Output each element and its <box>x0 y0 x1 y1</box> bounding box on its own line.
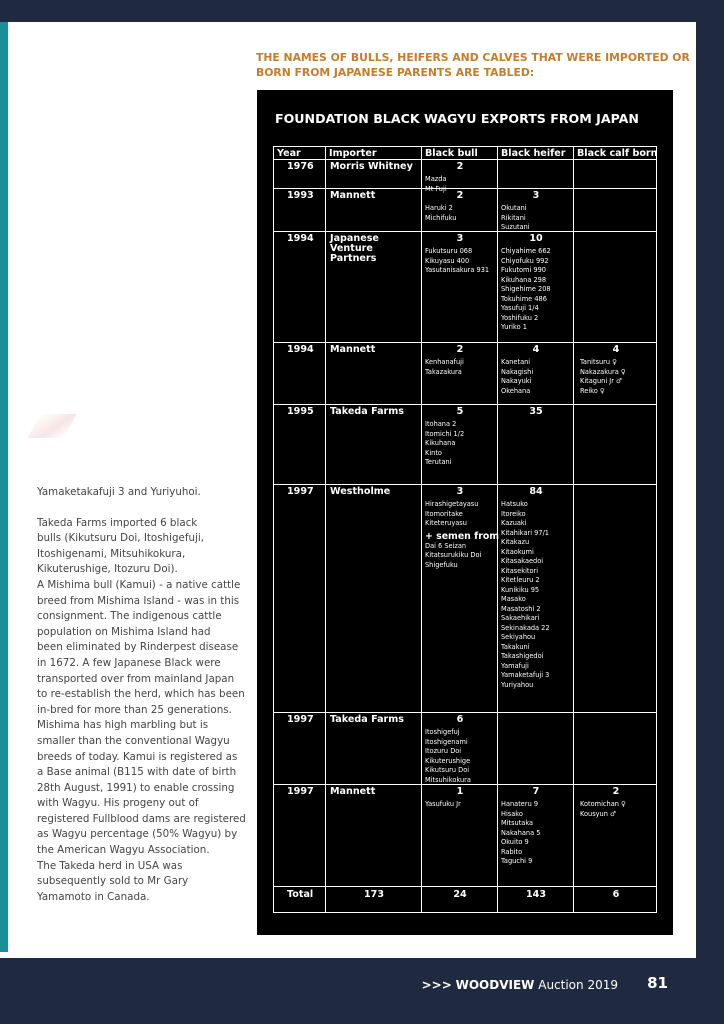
body-line: a Base animal (B115 with date of birth <box>37 766 237 779</box>
column-header: Importer <box>329 148 377 159</box>
bull-name: Mitsuhikokura <box>425 775 471 784</box>
bull-name: Kenhanafuji <box>425 358 464 366</box>
heifer-name: Kazuaki <box>501 519 527 527</box>
body-line: population on Mishima Island had <box>37 625 211 638</box>
heifer-name: Itoreiko <box>501 509 526 518</box>
cell-bull-names <box>425 204 456 223</box>
heifer-name: Yoshifuku 2 <box>501 313 539 322</box>
heifer-name: Takashigedoi <box>501 652 544 660</box>
heifer-name: Yamafuji <box>501 661 529 670</box>
heifer-name: Tokuhime 486 <box>501 294 547 303</box>
heifer-name: Takakuni <box>501 642 530 651</box>
cell-year: 1997 <box>287 714 314 725</box>
importer-line: Mannett <box>330 344 376 355</box>
cell-year: 1976 <box>287 161 314 172</box>
heifer-name: Mitsutaka <box>501 819 534 827</box>
heifer-name: Kikuhana 298 <box>501 275 547 284</box>
cell-heifer-names <box>501 204 530 233</box>
cell-importer <box>330 345 375 355</box>
row-divider <box>274 404 656 405</box>
total-importer: 173 <box>363 889 385 900</box>
cell-bull-count: 2 <box>456 344 464 355</box>
logo-line-2: INTERNATIONAL <box>270 942 299 946</box>
cell-year: 1997 <box>287 786 314 797</box>
bull-name: Kikuhana <box>425 439 456 447</box>
row-divider <box>274 342 656 343</box>
body-line: The Takeda herd in USA was <box>37 859 183 872</box>
heifer-name: Kunikiku 95 <box>501 585 540 594</box>
cell-year: 1994 <box>287 344 314 355</box>
semen-bull-name: Shigefuku <box>425 560 458 569</box>
body-line: been eliminated by Rinderpest disease <box>37 641 239 654</box>
cell-bull-count: 3 <box>456 486 464 497</box>
heifer-name: Sakaehikari <box>501 614 540 622</box>
heifer-name: Hisako <box>501 809 523 818</box>
cell-heifer-count: 10 <box>529 233 543 244</box>
top-frame <box>0 0 724 22</box>
row-divider <box>274 712 656 713</box>
cell-bull-names <box>425 728 471 785</box>
cell-heifer-names <box>501 247 551 333</box>
heifer-name: Nakahana 5 <box>501 828 541 837</box>
importer-line: Venture <box>330 243 373 254</box>
heifer-name: Kitasekitori <box>501 566 539 575</box>
cell-importer <box>330 234 379 264</box>
row-divider <box>274 188 656 189</box>
cell-heifer-names <box>501 358 533 396</box>
cell-heifer-count: 35 <box>529 406 543 417</box>
body-line: in-bred for more than 25 generations. <box>37 703 232 716</box>
bull-name: Hirashigetayasu <box>425 500 479 508</box>
heifer-name: Yamaketafuji 3 <box>501 671 550 679</box>
body-line: with Wagyu. His progeny out of <box>37 797 199 810</box>
body-line: Takeda Farms imported 6 black <box>37 516 198 529</box>
table-title: FOUNDATION BLACK WAGYU EXPORTS FROM JAPAN <box>275 111 639 126</box>
bull-name: Itohana 2 <box>425 420 457 428</box>
body-paragraph <box>37 516 249 906</box>
footer-bar <box>0 958 724 1024</box>
cell-heifer-count: 7 <box>532 786 540 797</box>
cell-bull-names <box>425 420 464 468</box>
heifer-name: Chiyofuku 992 <box>501 256 549 265</box>
heifer-name: Sekiyahou <box>501 633 536 641</box>
heifer-name: Shigehime 208 <box>501 285 551 293</box>
heifer-name: Kanetani <box>501 358 531 366</box>
teal-accent-stripe <box>0 22 8 952</box>
heifer-name: Chiyahime 662 <box>501 247 551 255</box>
heifer-name: Rabito <box>501 847 523 856</box>
body-line: to re-establish the herd, which has been <box>37 688 245 701</box>
cell-bull-names <box>425 247 489 276</box>
body-line: A Mishima bull (Kamui) - a native cattle <box>37 578 241 591</box>
column-header: Year <box>277 148 301 159</box>
cell-importer <box>330 715 404 725</box>
heifer-name: Sekinakada 22 <box>501 623 550 632</box>
cell-importer <box>330 787 375 797</box>
bull-name: Kinto <box>425 448 442 457</box>
bull-name: Itozuru Doi <box>425 747 462 755</box>
footer-brand: WOODVIEW <box>455 978 535 992</box>
heifer-name: Suzutani <box>501 223 530 231</box>
cell-year: 1993 <box>287 190 314 201</box>
calf-name: Nakazakura ♀ <box>580 367 626 376</box>
watermark-mark <box>28 414 77 438</box>
cell-importer <box>330 407 404 417</box>
logo-icon <box>261 939 268 945</box>
semen-bull-name: Kitatsurukiku Doi <box>425 551 482 559</box>
body-line: Itoshigenami, Mitsuhikokura, <box>37 547 186 560</box>
heifer-name: Kitahikari 97/1 <box>501 528 549 537</box>
heifer-name: Yuriko 1 <box>501 323 527 331</box>
bull-name: Mazda <box>425 175 447 183</box>
row-divider <box>274 886 656 887</box>
logo-line-1: WAGYU <box>270 938 284 942</box>
cell-bull-count: 2 <box>456 190 464 201</box>
bull-name: Kikuyasu 400 <box>425 256 470 265</box>
importer-line: Takeda Farms <box>330 714 404 725</box>
cell-importer <box>330 487 390 497</box>
body-line: breed from Mishima Island - was in this <box>37 594 240 607</box>
body-line: the American Wagyu Association. <box>37 844 210 857</box>
bull-name: Itoshigenami <box>425 737 468 746</box>
heifer-name: Masatoshi 2 <box>501 604 541 613</box>
footer-arrows: >>> <box>421 978 452 992</box>
cell-calf-count: 2 <box>612 786 620 797</box>
column-header: Black heifer <box>501 148 566 159</box>
bull-name: Terutani <box>425 458 452 466</box>
column-divider <box>325 147 326 912</box>
cell-calf-names <box>580 358 626 396</box>
heifer-name: Rikitani <box>501 213 526 222</box>
bull-name: Kikuterushige <box>425 756 471 765</box>
row-divider <box>274 159 656 160</box>
exports-table <box>273 146 657 913</box>
calf-name: Kotomichan ♀ <box>580 800 626 808</box>
importer-line: Westholme <box>330 486 391 497</box>
bull-name: Kikutsuru Doi <box>425 766 470 774</box>
heifer-name: Yuriyahou <box>501 680 534 689</box>
column-header: Black bull <box>425 148 478 159</box>
body-line: in 1672. A few Japanese Black were <box>37 656 221 669</box>
cell-bull-count: 2 <box>456 161 464 172</box>
cell-heifer-count: 3 <box>532 190 540 201</box>
wagyu-international-logo <box>261 938 299 946</box>
heading-line-1: THE NAMES OF BULLS, HEIFERS AND CALVES THAT WERE IMPORTED OR <box>256 51 690 64</box>
cell-year: 1995 <box>287 406 314 417</box>
bull-name: Kiteteruyasu <box>425 519 467 527</box>
body-line: Yamamoto in Canada. <box>37 890 150 903</box>
heifer-name: Kitasakaedoi <box>501 557 544 565</box>
importer-line: Mannett <box>330 786 376 797</box>
body-line: consignment. The indigenous cattle <box>37 610 222 623</box>
heifer-name: Taguchi 9 <box>501 857 533 865</box>
semen-label: + semen from <box>425 530 500 542</box>
total-heifer: 143 <box>525 889 547 900</box>
body-line: Kikuterushige, Itozuru Doi). <box>37 563 178 576</box>
heifer-name: Nakagishi <box>501 367 534 376</box>
total-label: Total <box>287 889 314 900</box>
bull-name: Mt Fuji <box>425 184 447 193</box>
bull-name: Yasufuku Jr <box>425 800 461 808</box>
cell-importer <box>330 191 375 201</box>
body-line: registered Fullblood dams are registered <box>37 812 246 825</box>
body-line: breeds of today. Kamui is registered as <box>37 750 238 763</box>
body-text-column <box>37 485 249 905</box>
cell-bull-count: 6 <box>456 714 464 725</box>
calf-name: Reiko ♀ <box>580 386 605 395</box>
heifer-name: Kitetleuru 2 <box>501 576 540 584</box>
cell-bull-names <box>425 500 499 570</box>
body-line: Mishima has high marbling but is <box>37 719 209 732</box>
table-panel <box>257 90 673 946</box>
section-heading <box>256 50 690 80</box>
body-line: transported over from mainland Japan <box>37 672 235 685</box>
heifer-name: Kitaokumi <box>501 547 534 556</box>
calf-name: Kitaguni Jr ♂ <box>580 377 622 385</box>
bull-name: Itomoritake <box>425 509 463 518</box>
body-line: bulls (Kikutsuru Doi, Itoshigefuji, <box>37 532 204 545</box>
heifer-name: Okehana <box>501 386 531 395</box>
importer-line: Morris Whitney <box>330 161 413 172</box>
magazine-page <box>0 22 696 958</box>
calf-name: Tanitsuru ♀ <box>580 358 618 366</box>
importer-line: Mannett <box>330 190 376 201</box>
cell-bull-count: 1 <box>456 786 464 797</box>
heifer-name: Hatsuko <box>501 500 528 508</box>
body-intro: Yamaketakafuji 3 and Yuriyuhoi. <box>37 486 201 498</box>
body-line: as Wagyu percentage (50% Wagyu) by <box>37 828 238 841</box>
cell-year: 1994 <box>287 233 314 244</box>
bull-name: Michifuku <box>425 213 457 222</box>
footer-rest: Auction 2019 <box>538 978 618 992</box>
total-calf: 6 <box>612 889 620 900</box>
heifer-name: Yasufuji 1/4 <box>501 304 539 312</box>
heading-line-2: BORN FROM JAPANESE PARENTS ARE TABLED: <box>256 66 535 79</box>
footer-title <box>422 978 618 992</box>
body-line: subsequently sold to Mr Gary <box>37 875 189 888</box>
page-number: 81 <box>647 974 668 992</box>
body-line: 28th August, 1991) to enable crossing <box>37 781 235 794</box>
cell-bull-names <box>425 358 464 377</box>
importer-line: Partners <box>330 253 377 264</box>
cell-heifer-names <box>501 500 550 690</box>
cell-heifer-count: 4 <box>532 344 540 355</box>
column-header: Black calf born <box>577 148 658 159</box>
heifer-name: Okuito 9 <box>501 838 529 846</box>
cell-calf-names <box>580 800 626 819</box>
column-divider <box>573 147 574 912</box>
heifer-name: Masako <box>501 595 526 603</box>
bull-name: Itomichi 1/2 <box>425 429 465 438</box>
bull-name: Fukutsuru 068 <box>425 247 473 255</box>
body-line: smaller than the conventional Wagyu <box>37 734 230 747</box>
row-divider <box>274 484 656 485</box>
bull-name: Itoshigefuj <box>425 728 460 736</box>
bull-name: Yasutanisakura 931 <box>425 266 490 274</box>
importer-line: Takeda Farms <box>330 406 404 417</box>
cell-bull-names <box>425 800 461 810</box>
cell-heifer-names <box>501 800 540 867</box>
heifer-name: Okutani <box>501 204 527 212</box>
heifer-name: Kitakazu <box>501 538 530 546</box>
total-bull: 24 <box>453 889 467 900</box>
heifer-name: Hanateru 9 <box>501 800 539 808</box>
semen-bull-name: Dai 6 Seizan <box>425 541 467 550</box>
heifer-name: Fukutomi 990 <box>501 266 546 274</box>
cell-bull-count: 5 <box>456 406 464 417</box>
cell-heifer-count: 84 <box>529 486 543 497</box>
cell-year: 1997 <box>287 486 314 497</box>
importer-line: Japanese <box>330 233 379 244</box>
cell-calf-count: 4 <box>612 344 620 355</box>
bull-name: Takazakura <box>425 367 462 376</box>
cell-importer <box>330 162 413 172</box>
heifer-name: Nakayuki <box>501 377 532 385</box>
row-divider <box>274 231 656 232</box>
cell-bull-count: 3 <box>456 233 464 244</box>
bull-name: Haruki 2 <box>425 204 453 212</box>
calf-name: Kousyun ♂ <box>580 809 616 818</box>
column-divider <box>421 147 422 912</box>
